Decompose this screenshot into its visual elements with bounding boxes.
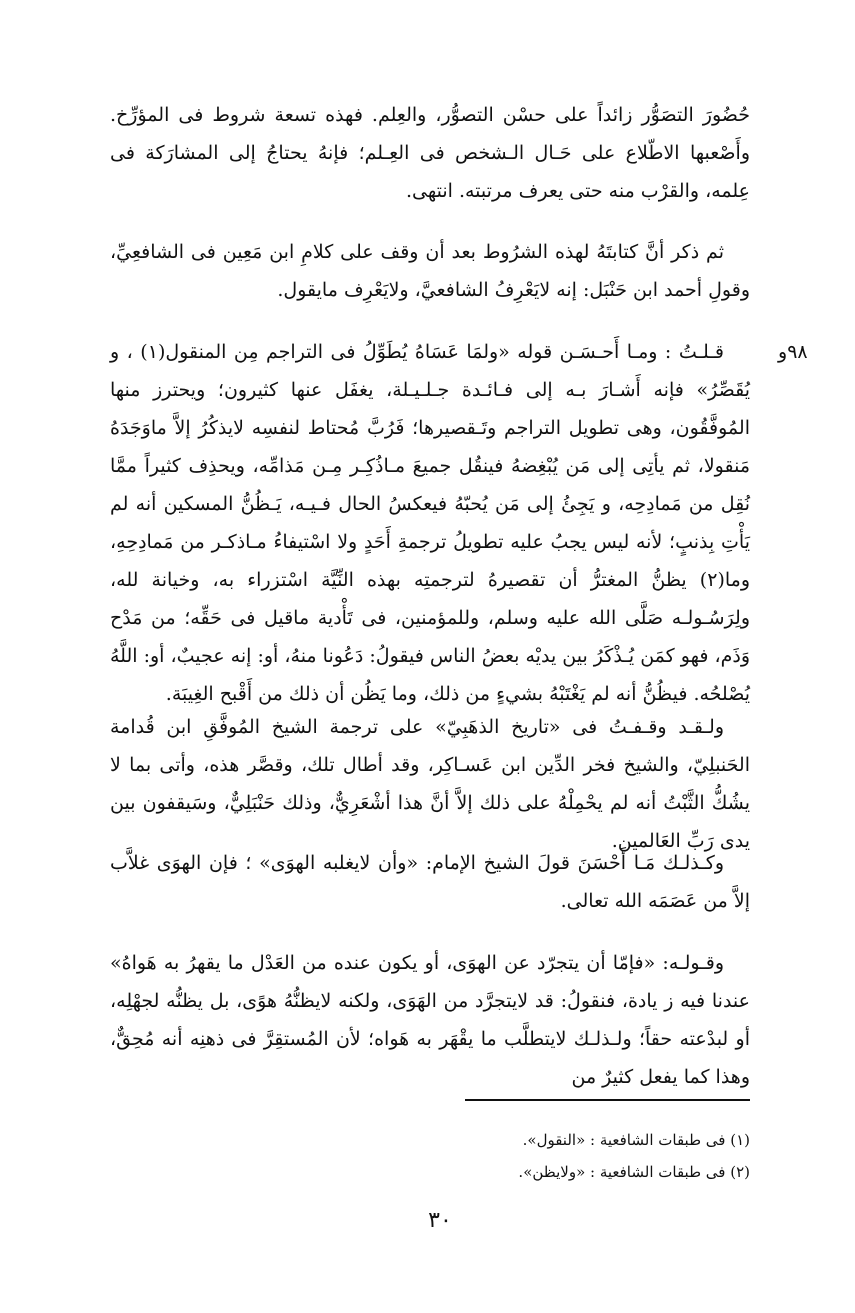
margin-note: ٩٨و: [778, 341, 808, 363]
page-number: ٣٠: [428, 1208, 452, 1233]
footnotes: [300, 1124, 750, 1188]
paragraph: ثم ذكر أنَّ كتابتَهُ لهذه الشرُوط بعد أن وقف على كلامِ ابن مَعِين فى الشافعِيِّ، وقولِ أحمد ابن حَنْبَل: إنه لايَعْرِفُ الشافعيَّ، ولايَعْرِف مايقول.: [110, 241, 750, 301]
paragraph-block: [110, 233, 750, 313]
paragraph: ولـقـد وقـفـتُ فى «تاريخ الذهَبِيّ» على ترجمة الشيخ المُوفَّقِ ابن قُدامة الحَنبلِيّ، والشيخ فخر الدِّين ابن عَسـاكِر، وقد أطال تلك، وقصَّر هذه، وأتى بما لا يشُكُّ الثَّبْتُ أنه لم يحْمِلْهُ على ذلك إلاَّ أنَّ هذا أشْعَرِيٌّ، وذلك حَنْبَلِيٌّ، وسَيقفون بين يدى رَبِّ العَالمين.: [110, 716, 750, 852]
footnote-divider: [465, 1099, 750, 1101]
footnote: (١) فى طبقات الشافعية : «النقول».: [522, 1131, 750, 1149]
paragraph-block: [110, 844, 750, 924]
paragraph-block: [110, 96, 750, 214]
paragraph: وكـذلـك مَـا أَحْسَنَ قولَ الشيخ الإمام: «وأن لايغلبه الهوَى» ؛ فإن الهوَى غلاَّب إلاَّ من عَصَمَه الله تعالى.: [110, 852, 750, 912]
paragraph-block: [110, 944, 750, 1088]
paragraph-block: [110, 333, 750, 705]
footnote: (٢) فى طبقات الشافعية : «ولايظن».: [518, 1163, 750, 1181]
paragraph-block: [110, 708, 750, 852]
paragraph: وقـولـه: «فإمّا أن يتجرّد عن الهوَى، أو يكون عنده من العَدْل ما يقهرُ به هَواهُ» عندنا فيه ز يادة، فنقولُ: قد لايتجرَّد من الهَوَى، ولكنه لايظنُّهُ هوًى، بل يظنُّه لجهْلِه، أو لبدْعته حقاً؛ ولـذلـك لايتطلَّب ما يقْهَر به هَواه؛ لأن المُستقِرَّ فى ذهنِه أنه مُحِقٌّ، وهذا كما يفعل كثيرٌ من: [110, 952, 750, 1088]
paragraph: حُضُورَ التصَوُّر زائداً على حسْن التصوُّر، والعِلم. فهذه تسعة شروط فى المؤرِّخ. وأَصْعبها الاطّلاع على حَـال الـشخص فى العِـلم؛ فإنهُ يحتاجُ إلى المشارَكة فى عِلمه، والقرْب منه حتى يعرف مرتبته. انتهى.: [110, 104, 750, 202]
paragraph: قـلـتُ : ومـا أَحـسَـن قوله «ولمَا عَسَاهُ يُطَوِّلُ فى التراجم مِن المنقول(١) ، و يُقَصِّرُ» فإنه أَشـارَ بـه إلى فـائـدة جـلـيـلة، يغفَل عنها كثيرون؛ ويحترز منها المُوفَّقُون، وهى تطويل التراجم وتَـقصيرها؛ فَرُبَّ مُحتاط لنفسِه لايذكُرُ إلاَّ ماوَجَدَهُ مَنقولا، ثم يأتِى إلى مَن يُبْغِضهُ فينقُل جميعَ مـاذُكِـر مِـن مَذامِّه، ويحذِف كثيراً ممَّا نُقِل من مَمادِحِه، و يَجِئُ إلى مَن يُحبّهُ فيعكسُ الحال فـيـه، يَـظُنُّ المسكين أنه لم يَأْتِ بِذنبٍ؛ لأنه ليس يجبُ عليه تطويلُ ترجمةِ أَحَدٍ ولا اسْتيفاءُ مـاذكـر من مَمادِحِهِ، وما(٢) يظنُّ المغترُّ أن تقصيرهُ لترجمتِه بهذه النِّيَّة اسْتزراء به، وخيانة لله، ولِرَسُـولـه صَلَّى الله عليه وسلم، وللمؤمنين، فى تَأْدية ماقيل فى حَقِّه؛ من مَدْح وَذَم، فهو كمَن يُـذْكَرُ بين يديْه بعضُ الناس فيقولُ: دَعُونا منهُ، أو: إنه عجيبٌ، أو: اللَّهُ يُصْلحُه. فيظُنُّ أنه لم يَغْتَبْهُ بشيءٍ من ذلك، وما يَظُن أن ذلك من أَقْبح الغِيبَة.: [110, 341, 750, 705]
